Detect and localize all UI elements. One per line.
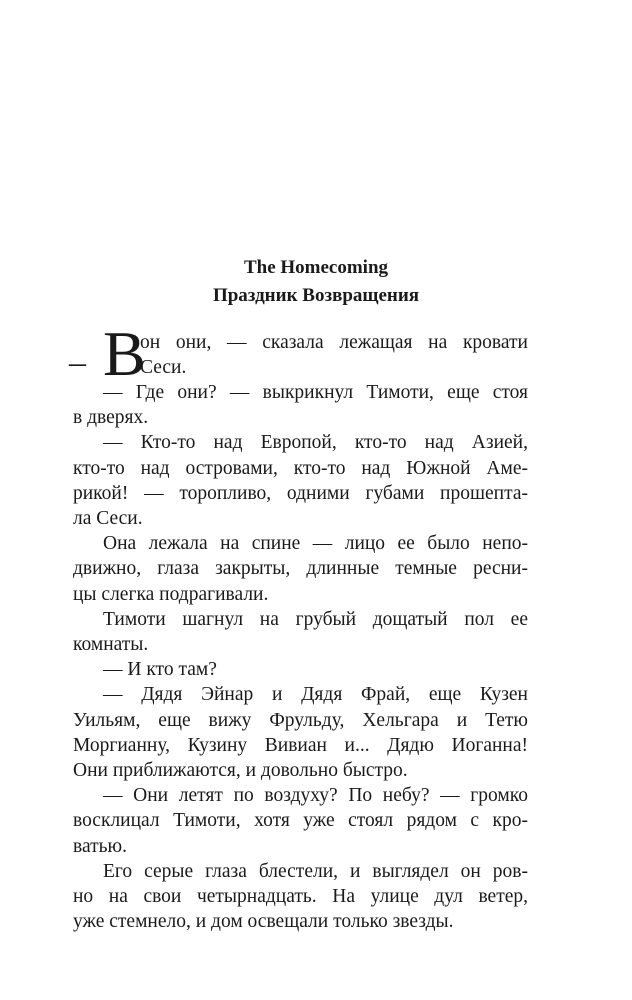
paragraph [73, 430, 528, 531]
text-line: — Дядя Эйнар и Дядя Фрай, еще Кузен [103, 684, 528, 706]
paragraph [73, 783, 528, 859]
text-line: Она лежала на спине — лицо ее было непо- [103, 533, 528, 555]
paragraph-list [73, 380, 528, 934]
opening-dash: – [69, 344, 86, 381]
opening-paragraph [69, 318, 528, 389]
chapter-title-russian: Праздник Возвращения [212, 285, 420, 306]
text-line: движно, глаза закрыты, длинные темные ресни- [73, 558, 528, 580]
paragraph [73, 607, 528, 657]
text-line: цы слегка подрагивали. [73, 583, 269, 605]
text-line: ватью. [73, 835, 127, 857]
drop-cap: В [103, 318, 146, 389]
text-line: восклицал Тимоти, хотя уже стоял рядом с кро- [73, 810, 528, 832]
text-line: Моргианну, Кузину Вивиан и... Дядю Иоганна! [73, 734, 528, 756]
paragraph [73, 682, 528, 783]
text-line: комнаты. [73, 634, 149, 656]
text-line: рикой! — торопливо, одними губами прошепта- [73, 482, 528, 504]
paragraph [73, 859, 528, 935]
text-line: Его серые глаза блестели, и выглядел он ров- [103, 860, 528, 882]
text-line: но на свои четырнадцать. На улице дул ветер, [73, 886, 528, 908]
text-line: Они приближаются, и довольно быстро. [73, 760, 408, 782]
paragraph [73, 657, 528, 682]
text-line: ла Сеси. [73, 508, 143, 530]
text-line: — И кто там? [103, 659, 217, 681]
text-line: — Они летят по воздуху? По небу? — громко [103, 785, 528, 807]
text-line: кто-то над островами, кто-то над Южной Аме- [73, 457, 528, 479]
text-line: — Где они? — выкрикнул Тимоти, еще стоя [103, 382, 528, 403]
text-line: Уильям, еще вижу Фрульду, Хельгара и Тетю [73, 709, 528, 731]
text-line: в дверях. [73, 407, 149, 429]
paragraph [73, 531, 528, 607]
text-line: Тимоти шагнул на грубый дощатый пол ее [103, 608, 528, 630]
opening-line-2: Сеси. [140, 357, 187, 379]
opening-line-1: он они, — сказала лежащая на кровати [140, 332, 528, 353]
chapter-body [69, 318, 528, 934]
chapter-title-english: The Homecoming [243, 257, 389, 278]
text-line: уже стемнело, и дом освещали только звезды. [73, 911, 454, 933]
text-line: — Кто-то над Европой, кто-то над Азией, [103, 432, 528, 454]
